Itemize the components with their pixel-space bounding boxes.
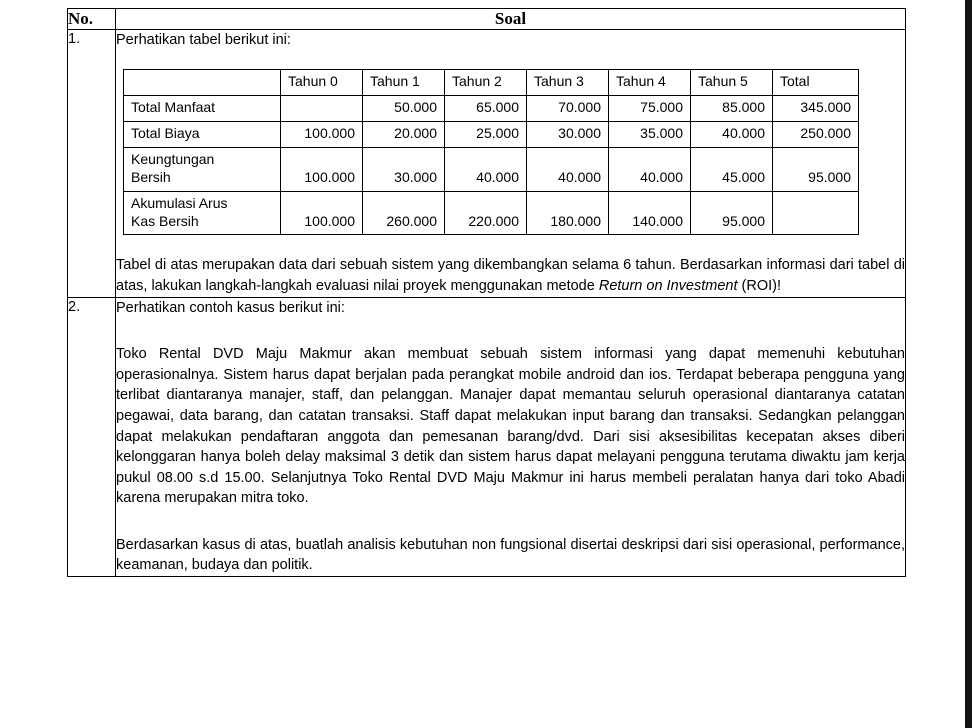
cell-keuntungan-tahun-3: 40.000 [527, 147, 609, 191]
cell-biaya-tahun-4: 35.000 [609, 121, 691, 147]
cell-akumulasi-tahun-3: 180.000 [527, 191, 609, 235]
table-body [68, 29, 906, 576]
question-1-paragraph [116, 255, 905, 296]
question-sheet-table [67, 8, 906, 577]
cell-biaya-tahun-3: 30.000 [527, 121, 609, 147]
cell-biaya-tahun-2: 25.000 [445, 121, 527, 147]
cell-keuntungan-tahun-1: 30.000 [363, 147, 445, 191]
cell-akumulasi-tahun-1: 260.000 [363, 191, 445, 235]
inner-col-header-tahun-1: Tahun 1 [363, 70, 445, 96]
inner-col-header-tahun-3: Tahun 3 [527, 70, 609, 96]
benefit-cost-table-head [124, 70, 859, 96]
inner-col-header-blank [124, 70, 281, 96]
cell-akumulasi-tahun-4: 140.000 [609, 191, 691, 235]
row-label-total-manfaat: Total Manfaat [124, 96, 281, 122]
cell-akumulasi-total [773, 191, 859, 235]
header-row [68, 9, 906, 30]
question-1-paragraph-italic: Return on Investment [598, 278, 738, 295]
question-number-1: 1. [68, 29, 116, 297]
cell-keuntungan-tahun-5: 45.000 [691, 147, 773, 191]
inner-col-header-tahun-5: Tahun 5 [691, 70, 773, 96]
cell-keuntungan-tahun-4: 40.000 [609, 147, 691, 191]
inner-col-header-total: Total [773, 70, 859, 96]
cell-akumulasi-tahun-5: 95.000 [691, 191, 773, 235]
row-label-line-2: Bersih [131, 168, 171, 185]
benefit-cost-table-body [124, 96, 859, 235]
question-row-2 [68, 297, 906, 576]
column-header-soal: Soal [116, 9, 906, 30]
question-2-task-paragraph: Berdasarkan kasus di atas, buatlah analisis kebutuhan non fungsional disertai deskripsi dari sisi operasional, performance, keamanan, budaya dan politik. [116, 536, 905, 574]
document-page [67, 8, 905, 577]
cell-manfaat-tahun-4: 75.000 [609, 96, 691, 122]
row-label-line-2: Kas Bersih [131, 212, 199, 229]
cell-manfaat-total: 345.000 [773, 96, 859, 122]
question-number-2: 2. [68, 297, 116, 576]
question-2-intro: Perhatikan contoh kasus berikut ini: [116, 299, 345, 316]
inner-col-header-tahun-4: Tahun 4 [609, 70, 691, 96]
right-edge-band [965, 0, 972, 728]
cell-manfaat-tahun-0 [281, 96, 363, 122]
row-label-akumulasi-arus-kas-bersih [124, 191, 281, 235]
question-1-paragraph-part2: (ROI)! [737, 278, 781, 295]
cell-biaya-tahun-0: 100.000 [281, 121, 363, 147]
cell-keuntungan-tahun-2: 40.000 [445, 147, 527, 191]
question-content-2 [116, 297, 906, 576]
question-1-intro: Perhatikan tabel berikut ini: [116, 31, 291, 48]
benefit-cost-table-wrapper [116, 69, 905, 235]
benefit-cost-header-row [124, 70, 859, 96]
row-label-keungtungan-bersih [124, 147, 281, 191]
column-header-no: No. [68, 9, 116, 30]
cell-manfaat-tahun-2: 65.000 [445, 96, 527, 122]
inner-col-header-tahun-0: Tahun 0 [281, 70, 363, 96]
cell-manfaat-tahun-1: 50.000 [363, 96, 445, 122]
row-label-total-biaya: Total Biaya [124, 121, 281, 147]
table-row [124, 121, 859, 147]
benefit-cost-table [123, 69, 859, 235]
inner-col-header-tahun-2: Tahun 2 [445, 70, 527, 96]
question-content-1 [116, 29, 906, 297]
cell-biaya-tahun-1: 20.000 [363, 121, 445, 147]
row-label-line-1: Akumulasi Arus [131, 194, 228, 211]
table-head [68, 9, 906, 30]
table-row [124, 96, 859, 122]
cell-biaya-total: 250.000 [773, 121, 859, 147]
table-row [124, 191, 859, 235]
cell-manfaat-tahun-5: 85.000 [691, 96, 773, 122]
cell-manfaat-tahun-3: 70.000 [527, 96, 609, 122]
question-row-1 [68, 29, 906, 297]
cell-akumulasi-tahun-2: 220.000 [445, 191, 527, 235]
cell-biaya-tahun-5: 40.000 [691, 121, 773, 147]
row-label-line-1: Keungtungan [131, 150, 215, 167]
cell-keuntungan-total: 95.000 [773, 147, 859, 191]
question-1-paragraph-part1: Tabel di atas merupakan data dari sebuah sistem yang dikembangkan selama 6 tahun. Berdasarkan informasi dari tabel di atas, lakukan langkah-langkah evaluasi nilai proyek menggunakan metode [116, 257, 905, 295]
cell-akumulasi-tahun-0: 100.000 [281, 191, 363, 235]
cell-keuntungan-tahun-0: 100.000 [281, 147, 363, 191]
question-2-case-paragraph: Toko Rental DVD Maju Makmur akan membuat sebuah sistem informasi yang dapat memenuhi kebutuhan operasionalnya. Sistem harus dapat berjalan pada perangkat mobile android dan ios. Terdapat beberapa pengguna yang terlibat diantaranya manajer, staff, dan pelanggan. Manajer dapat memantau seluruh operasional diantaranya catatan pegawai, data barang, dan catatan transaksi. Staff dapat melakukan input barang dan transaksi. Sedangkan pelanggan dapat melakukan pendaftaran anggota dan pemesanan barang/dvd. Dari sisi aksesibilitas kecepatan akses diberi kelonggaran hanya boleh delay maksimal 3 detik dan sistem harus dapat melayani pengguna terutama diwaktu jam kerja pukul 08.00 s.d 15.00. Selanjutnya Toko Rental DVD Maju Makmur ini harus membeli peralatan hanya dari toko Abadi karena merupakan mitra toko. [116, 346, 905, 507]
table-row [124, 147, 859, 191]
